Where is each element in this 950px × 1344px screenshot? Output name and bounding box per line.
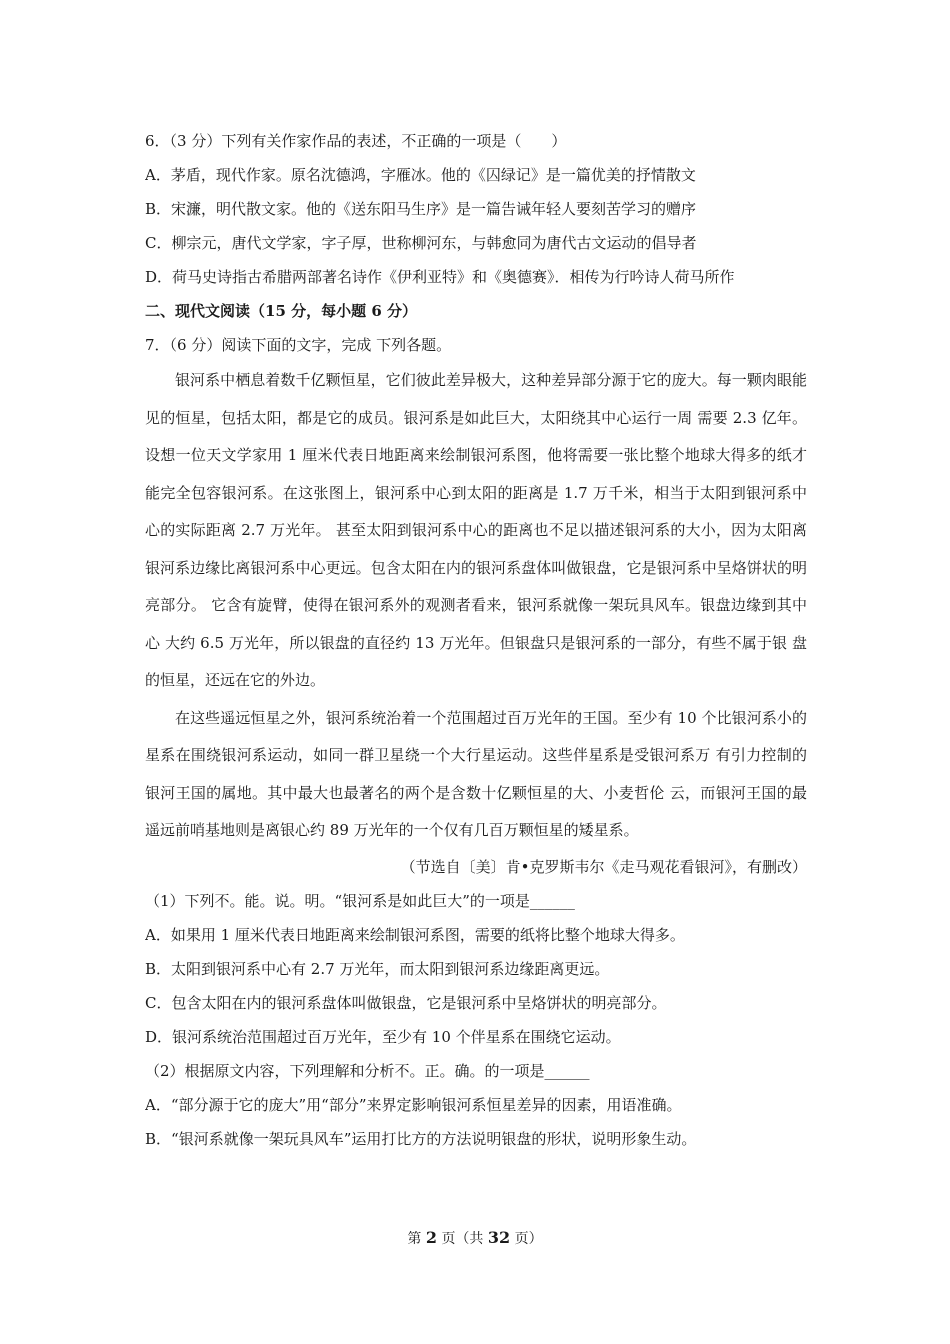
question-7-stem: 7．（6 分）阅读下面的文字，完成 下列各题。 <box>145 336 452 354</box>
question-6-stem: 6．（3 分）下列有关作家作品的表述，不正确的一项是（ ） <box>145 132 567 150</box>
page-content <box>145 124 807 1156</box>
page-footer <box>0 1226 950 1251</box>
footer-suffix: 页） <box>514 1231 543 1247</box>
section-2-heading: 二、现代文阅读（15 分，每小题 6 分） <box>145 302 417 320</box>
question-6-option-a: A．茅盾，现代作家。原名沈德鸿，字雁冰。他的《囚绿记》是一篇优美的抒情散文 <box>145 166 696 184</box>
reading-paragraph-2: 在这些遥远恒星之外，银河系统治着一个范围超过百万光年的王国。至少有 10 个比银河系小的星系在围绕银河系运动，如同一群卫星绕一个大行星运动。这些伴星系是受银河系万 有引力控制的银河王国的属地。其中最大也最著名的两个是含数十亿颗恒星的大、小麦哲伦 云，而银河王国的最遥远前哨基地则是离银心约 89 万光年的一个仅有几百万颗恒星的矮星系。 <box>145 708 807 839</box>
question-7-1-option-b: B．太阳到银河系中心有 2.7 万光年，而太阳到银河系边缘距离更远。 <box>145 959 610 978</box>
footer-prefix: 第 <box>407 1231 422 1247</box>
question-7-2-stem: （2）根据原文内容，下列理解和分析不。正。确。的一项是______ <box>145 1061 590 1080</box>
question-7-2-option-a: A．“部分源于它的庞大”用“部分”来界定影响银河系恒星差异的因素，用语准确。 <box>145 1095 682 1114</box>
reading-source: （节选自〔美〕肯•克罗斯韦尔《走马观花看银河》，有删改） <box>400 857 807 876</box>
question-6-option-b: B．宋濂，明代散文家。他的《送东阳马生序》是一篇告诫年轻人要刻苦学习的赠序 <box>145 200 697 218</box>
question-6-option-d: D．荷马史诗指古希腊两部著名诗作《伊利亚特》和《奥德赛》．相传为行吟诗人荷马所作 <box>145 268 735 286</box>
question-7-1-option-a: A．如果用 1 厘米代表日地距离来绘制银河系图，需要的纸将比整个地球大得多。 <box>145 925 685 944</box>
footer-middle: 页（共 <box>441 1231 484 1247</box>
question-7-1-option-d: D．银河系统治范围超过百万光年，至少有 10 个伴星系在围绕它运动。 <box>145 1027 621 1046</box>
question-7-2-option-b: B．“银河系就像一架玩具风车”运用打比方的方法说明银盘的形状，说明形象生动。 <box>145 1129 697 1148</box>
reading-paragraph-1: 银河系中栖息着数千亿颗恒星，它们彼此差异极大，这种差异部分源于它的庞大。每一颗肉眼能见的恒星，包括太阳，都是它的成员。银河系是如此巨大，太阳绕其中心运行一周 需要 2.3 亿年。设想一位天文学家用 1 厘米代表日地距离来绘制银河系图，他将需要一张比整个地球大得多的纸才能完全包容银河系。在这张图上，银河系中心到太阳的距离是 1.7 万千米，相当于太阳到银河系中心的实际距离 2.7 万光年。 甚至太阳到银河系中心的距离也不足以描述银河系的大小，因为太阳离银河系边缘比离银河系中心更远。包含太阳在内的银河系盘体叫做银盘，它是银河系中呈烙饼状的明亮部分。 它含有旋臂，使得在银河系外的观测者看来，银河系就像一架玩具风车。银盘边缘到其中心 大约 6.5 万光年，所以银盘的直径约 13 万光年。但银盘只是银河系的一部分，有些不属于银 盘的恒星，还远在它的外边。 <box>145 371 807 689</box>
question-7-1-stem: （1）下列不。能。说。明。“银河系是如此巨大”的一项是______ <box>145 891 575 910</box>
question-6-option-c: C．柳宗元，唐代文学家，字子厚，世称柳河东，与韩愈同为唐代古文运动的倡导者 <box>145 234 697 252</box>
footer-page-number: 2 <box>425 1228 437 1247</box>
footer-total-pages: 32 <box>487 1228 511 1247</box>
question-7-1-option-c: C．包含太阳在内的银河系盘体叫做银盘，它是银河系中呈烙饼状的明亮部分。 <box>145 993 667 1012</box>
